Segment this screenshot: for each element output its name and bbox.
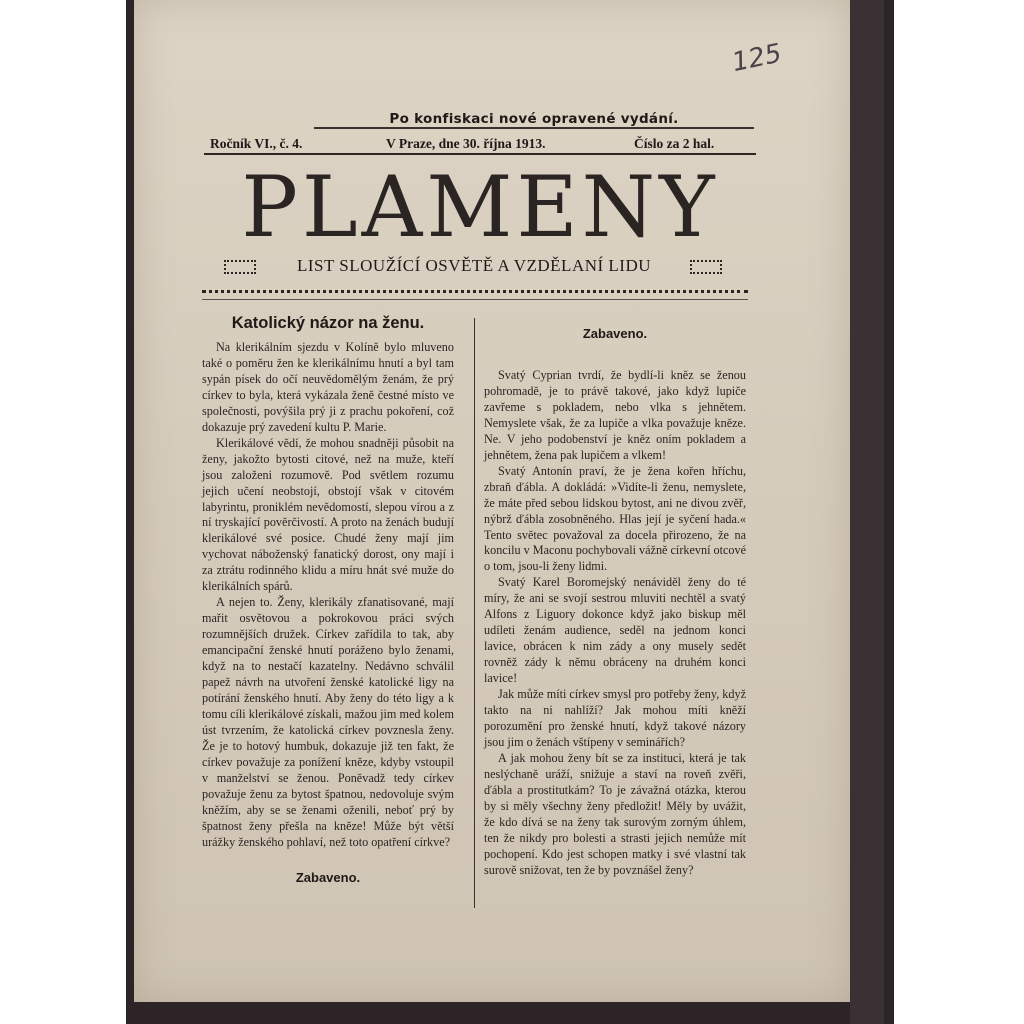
pencil-annotation: 125 xyxy=(729,38,785,79)
masthead-subtitle: LIST SLOUŽÍCÍ OSVĚTĚ A VZDĚLANÍ LIDU xyxy=(296,256,652,275)
notice-underline xyxy=(314,127,754,129)
scanner-edge xyxy=(850,0,884,1024)
article-left-column xyxy=(202,340,454,851)
issue-price: Číslo za 2 hal. xyxy=(634,136,715,151)
volume-number: Ročník VI., č. 4. xyxy=(210,136,303,151)
censored-marker-left: Zabaveno. xyxy=(295,870,361,885)
article-paragraph: Svatý Karel Boromejský nenáviděl ženy do té míry, že ani se svojí sestrou mluviti nechtěl a svatý Alfons z Liguory dokonce když jako biskup měl udíleti ženám audience, seděl na jednom konci lavice, obrácen k nim zády a ony musely sedět rovněž zády k němu obráceny na druhém konci lavice! xyxy=(484,575,746,686)
ornament-right xyxy=(690,260,722,274)
article-paragraph: Svatý Antonín praví, že je žena kořen hříchu, zbraň ďábla. A dokládá: »Vidíte-li ženu, nemyslete, že máte před sebou lidskou bytost, ani ne divou zvěř, nýbrž ďábla zosobněného. Hlas její je syčení hada.« Tento světec považoval za docela přirozeno, že na koncilu v Maconu pochybovali vážně církevní otcové o tom, jsou-li ženy lidmi. xyxy=(484,463,746,574)
article-heading: Katolický názor na ženu. xyxy=(231,314,425,332)
article-paragraph: Jak může míti církev smysl pro potřeby ženy, když takto na ni nahlíží? Jak mohou míti kněží porozumění pro ženské hnutí, když takové názory jsou jim o ženách vštípeny v seminářích? xyxy=(484,687,746,749)
header-rule xyxy=(204,153,756,155)
censored-marker-right: Zabaveno. xyxy=(582,326,648,341)
column-divider xyxy=(474,318,475,908)
article-paragraph: Klerikálové vědí, že mohou snadněji působit na ženy, jakožto bytosti citové, než na muže, kteří jsou založeni rozumově. Pod světlem rozumu jejich učení neobstojí, obstojí však v citovém labyrintu, proniklém nevědomostí, slepou vírou a z ní tryskající pověrčivostí. A proto na ženách budují klerikálové své posice. Chudé ženy mají jim vychovat náboženský fanatický dorost, ony mají i za ztrátu rodinného klidu a míru hnát své muže do klerikálních spárů. xyxy=(202,435,454,594)
issue-line xyxy=(210,136,750,154)
masthead-title: PLAMENY xyxy=(241,158,719,256)
article-paragraph: Na klerikálním sjezdu v Kolíně bylo mluveno také o poměru žen ke klerikálnímu hnutí a byl tam sypán písek do očí neuvědomělým ženám, že prý církev to byla, která vykázala ženě čestné místo ve společnosti, povýšila prý ji z prachu pokoření, což dokazuje prý zavedení kultu P. Marie. xyxy=(202,340,454,434)
place-date: V Praze, dne 30. října 1913. xyxy=(386,136,546,151)
subtitle-row xyxy=(224,256,724,276)
ornament-left xyxy=(224,260,256,274)
article-paragraph: Svatý Cyprian tvrdí, že bydlí-li kněz se ženou pohromadě, je to právě takové, jako když lupiče zavřeme s pokladem, nebo vlka s jehnětem. Nemyslete však, že za lupiče a vlka považuje kněze. Ne. V jeho podobenství je kněz oním pokladem a jehnětem, žena pak lupičem a vlkem! xyxy=(484,368,746,462)
newspaper-page xyxy=(134,0,850,1002)
article-right-column xyxy=(484,368,746,879)
confiscation-notice: Po konfiskaci nové opravené vydání. xyxy=(389,111,679,127)
article-paragraph: A nejen to. Ženy, klerikály zfanatisované, mají mařit osvětovou a pokrokovou práci svých rozumnějších družek. Církev zařídila to tak, aby emancipační ženské hnutí poráženo bylo ženami, když na to nestačí kazatelny. Nedávno schválil papež návrh na utvoření ženské katolické ligy na potírání ženského hnutí. Aby ženy do této ligy a k tomu cíli klerikálové získali, mažou jim med kolem úst tvrzením, že katolická církev povznesla ženy. Že je to hotový humbuk, dokazuje již ten fakt, že církev považuje za ponížení kněze, kdyby vstoupil v manželství se ženou. Poněvadž tedy církev považuje ženu za bytost špatnou, nedovoluje svým kněžím, aby se se ženami oženili, neboť prý by špatnost ženy přešla na kněze! Může být větší urážky ženského pohlaví, než toto opatření církve? xyxy=(202,595,454,849)
masthead-rule xyxy=(202,290,748,300)
article-paragraph: A jak mohou ženy bít se za instituci, která je tak neslýchaně uráží, snižuje a staví na roveň zvěři, ďábla a prostitutkám? To je závažná otázka, kterou by si měly všechny ženy předložit! Měly by uvážit, že kdo dívá se na ženy tak surovým zorným úhlem, ten že nikdy pro bolesti a strasti jejich nemůže mít pochopení. Kdo jest schopen matky i své vlastní tak surově snižovat, ten že by povznášel ženy? xyxy=(484,750,746,877)
